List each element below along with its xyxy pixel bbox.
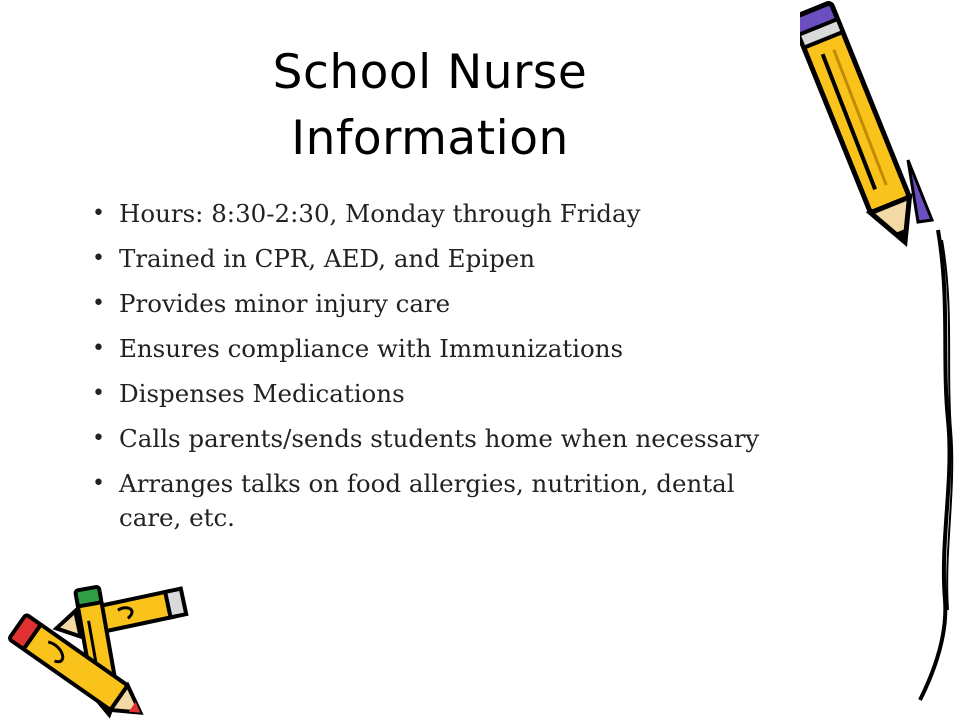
bullet-text: Ensures compliance with Immunizations xyxy=(119,334,624,363)
bullet-item-hours xyxy=(92,197,792,231)
bullet-text: Hours: 8:30-2:30, Monday through Friday xyxy=(119,199,641,228)
bullet-dot-icon: • xyxy=(92,336,105,361)
bullet-dot-icon: • xyxy=(92,291,105,316)
pencil-cluster-icon xyxy=(0,580,200,720)
bullet-item-calls-parents xyxy=(92,422,792,456)
bullet-text: Trained in CPR, AED, and Epipen xyxy=(119,244,536,273)
bullet-dot-icon: • xyxy=(92,246,105,271)
bullet-list xyxy=(92,197,792,546)
bullet-text: Calls parents/sends students home when necessary xyxy=(119,424,760,453)
bullet-item-medications xyxy=(92,377,792,411)
bullet-item-talks xyxy=(92,467,792,535)
bullet-dot-icon: • xyxy=(92,471,105,496)
title-line-2: Information xyxy=(291,111,569,166)
bullet-item-immunizations xyxy=(92,332,792,366)
title-line-1: School Nurse xyxy=(272,45,588,100)
slide-title xyxy=(180,40,680,172)
bullet-item-training xyxy=(92,242,792,276)
bullet-dot-icon: • xyxy=(92,381,105,406)
bullet-dot-icon: • xyxy=(92,201,105,226)
bullet-text: Arranges talks on food allergies, nutrition, dental care, etc. xyxy=(119,469,735,532)
bullet-dot-icon: • xyxy=(92,426,105,451)
pencil-icon-large xyxy=(800,0,960,720)
bullet-item-injury-care xyxy=(92,287,792,321)
bullet-text: Dispenses Medications xyxy=(119,379,405,408)
bullet-text: Provides minor injury care xyxy=(119,289,451,318)
